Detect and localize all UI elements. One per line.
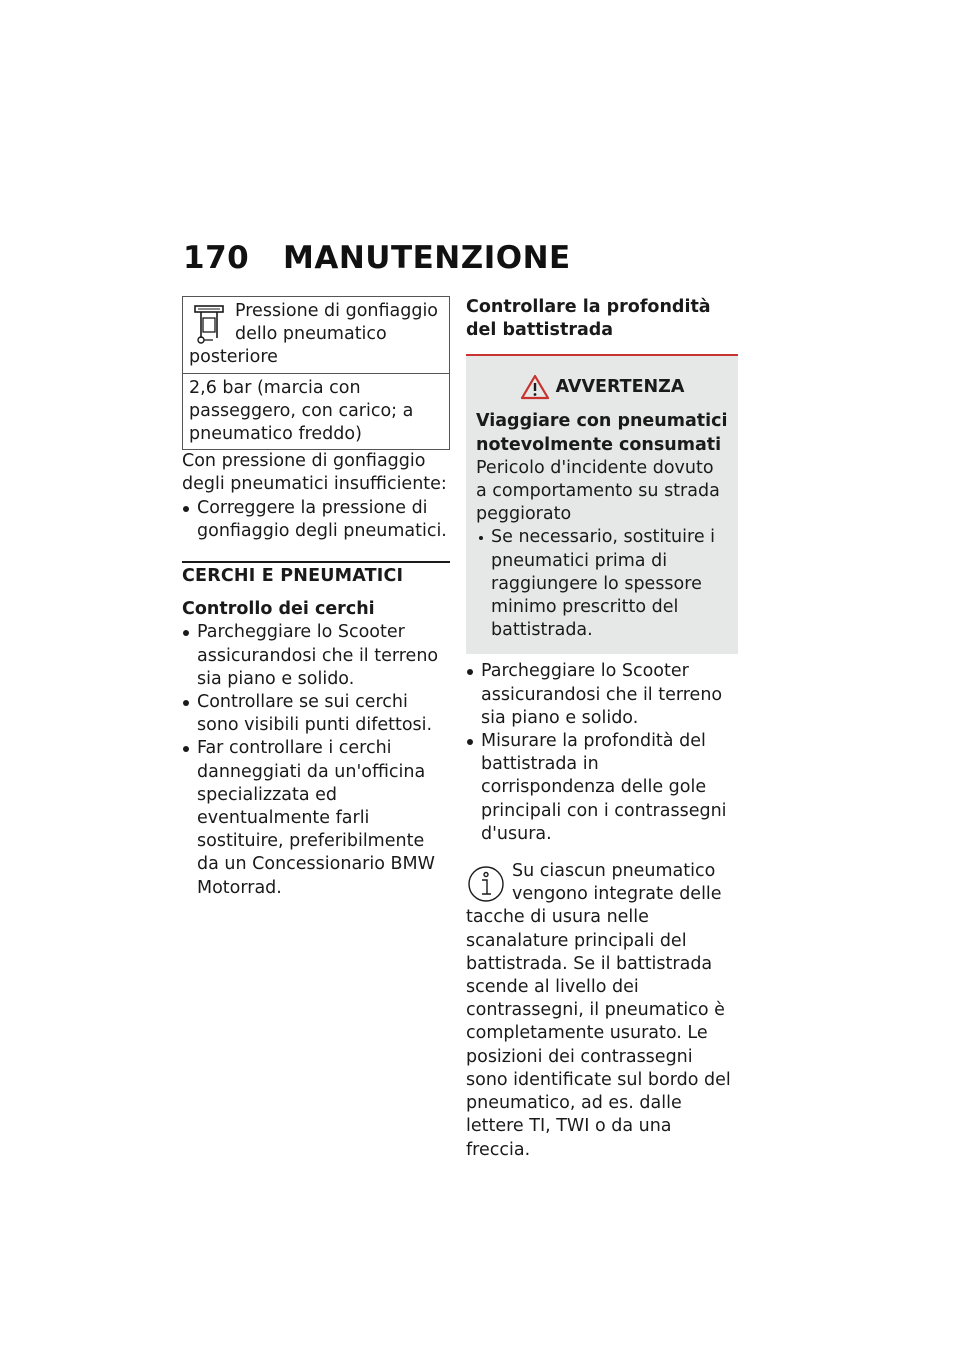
list-item: Parcheggiare lo Scooter assicurandosi che il terreno sia piano e solido. xyxy=(182,621,450,691)
page-header xyxy=(183,240,571,276)
list-item: Correggere la pressione di gonfiaggio degli pneumatici. xyxy=(182,497,450,543)
spec-table xyxy=(182,296,450,450)
list-item: Controllare se sui cerchi sono visibili punti difettosi. xyxy=(182,691,450,737)
spec-label: Pressione di gonfiaggio dello pneumatico posteriore xyxy=(189,301,439,368)
right-column xyxy=(466,296,738,1162)
tread-steps xyxy=(466,660,738,846)
page-number: 170 xyxy=(183,240,250,276)
warning-heading: Viaggiare con pneumatici notevolmente consumati xyxy=(476,411,728,455)
spec-value-row xyxy=(183,373,449,450)
warning-box xyxy=(466,356,738,654)
rims-subtitle: Controllo dei cerchi xyxy=(182,599,375,620)
section-divider xyxy=(182,561,450,588)
list-item: Far controllare i cerchi danneggiati da un'officina specializzata ed eventualmente farli sostituire, preferibilmente da un Concessionario BMW Motorrad. xyxy=(182,737,450,899)
section-title: CERCHI E PNEUMATICI xyxy=(182,566,404,587)
spec-value: 2,6 bar (marcia con passeggero, con carico; a pneumatico freddo) xyxy=(189,377,414,445)
warning-steps xyxy=(476,526,728,642)
list-item: Se necessario, sostituire i pneumatici prima di raggiungere lo spessore minimo prescritto del battistrada. xyxy=(476,526,728,642)
low-pressure-intro: Con pressione di gonfiaggio degli pneumatici insufficiente: xyxy=(182,451,447,495)
warning-label: AVVERTENZA xyxy=(555,376,685,397)
warning-body: Pericolo d'incidente dovuto a comportamento su strada peggiorato xyxy=(476,457,720,525)
list-item: Misurare la profondità del battistrada in corrispondenza delle gole principali con i contrassegni d'usura. xyxy=(466,730,738,846)
left-column xyxy=(182,296,450,900)
info-note xyxy=(466,860,738,1162)
chapter-title: MANUTENZIONE xyxy=(283,240,571,276)
low-pressure-steps xyxy=(182,497,450,543)
tire-pressure-gauge-icon xyxy=(189,302,229,346)
info-note-text: Su ciascun pneumatico vengono integrate delle tacche di usura nelle scanalature principali del battistrada. Se il battistrada scende al livello dei contrassegni, il pneumatico è completamente usurato. Le posizioni dei contrassegni sono identificate sul bordo del pneumatico, ad es. dalle lettere TI, TWI o da una freccia. xyxy=(466,861,731,1160)
rims-steps xyxy=(182,621,450,899)
tread-depth-title: Controllare la profondità del battistrada xyxy=(466,296,738,356)
info-icon xyxy=(466,862,506,906)
warning-head xyxy=(476,374,728,400)
list-item: Parcheggiare lo Scooter assicurandosi che il terreno sia piano e solido. xyxy=(466,660,738,730)
spec-label-row xyxy=(183,297,449,373)
warning-triangle-icon xyxy=(520,374,550,400)
